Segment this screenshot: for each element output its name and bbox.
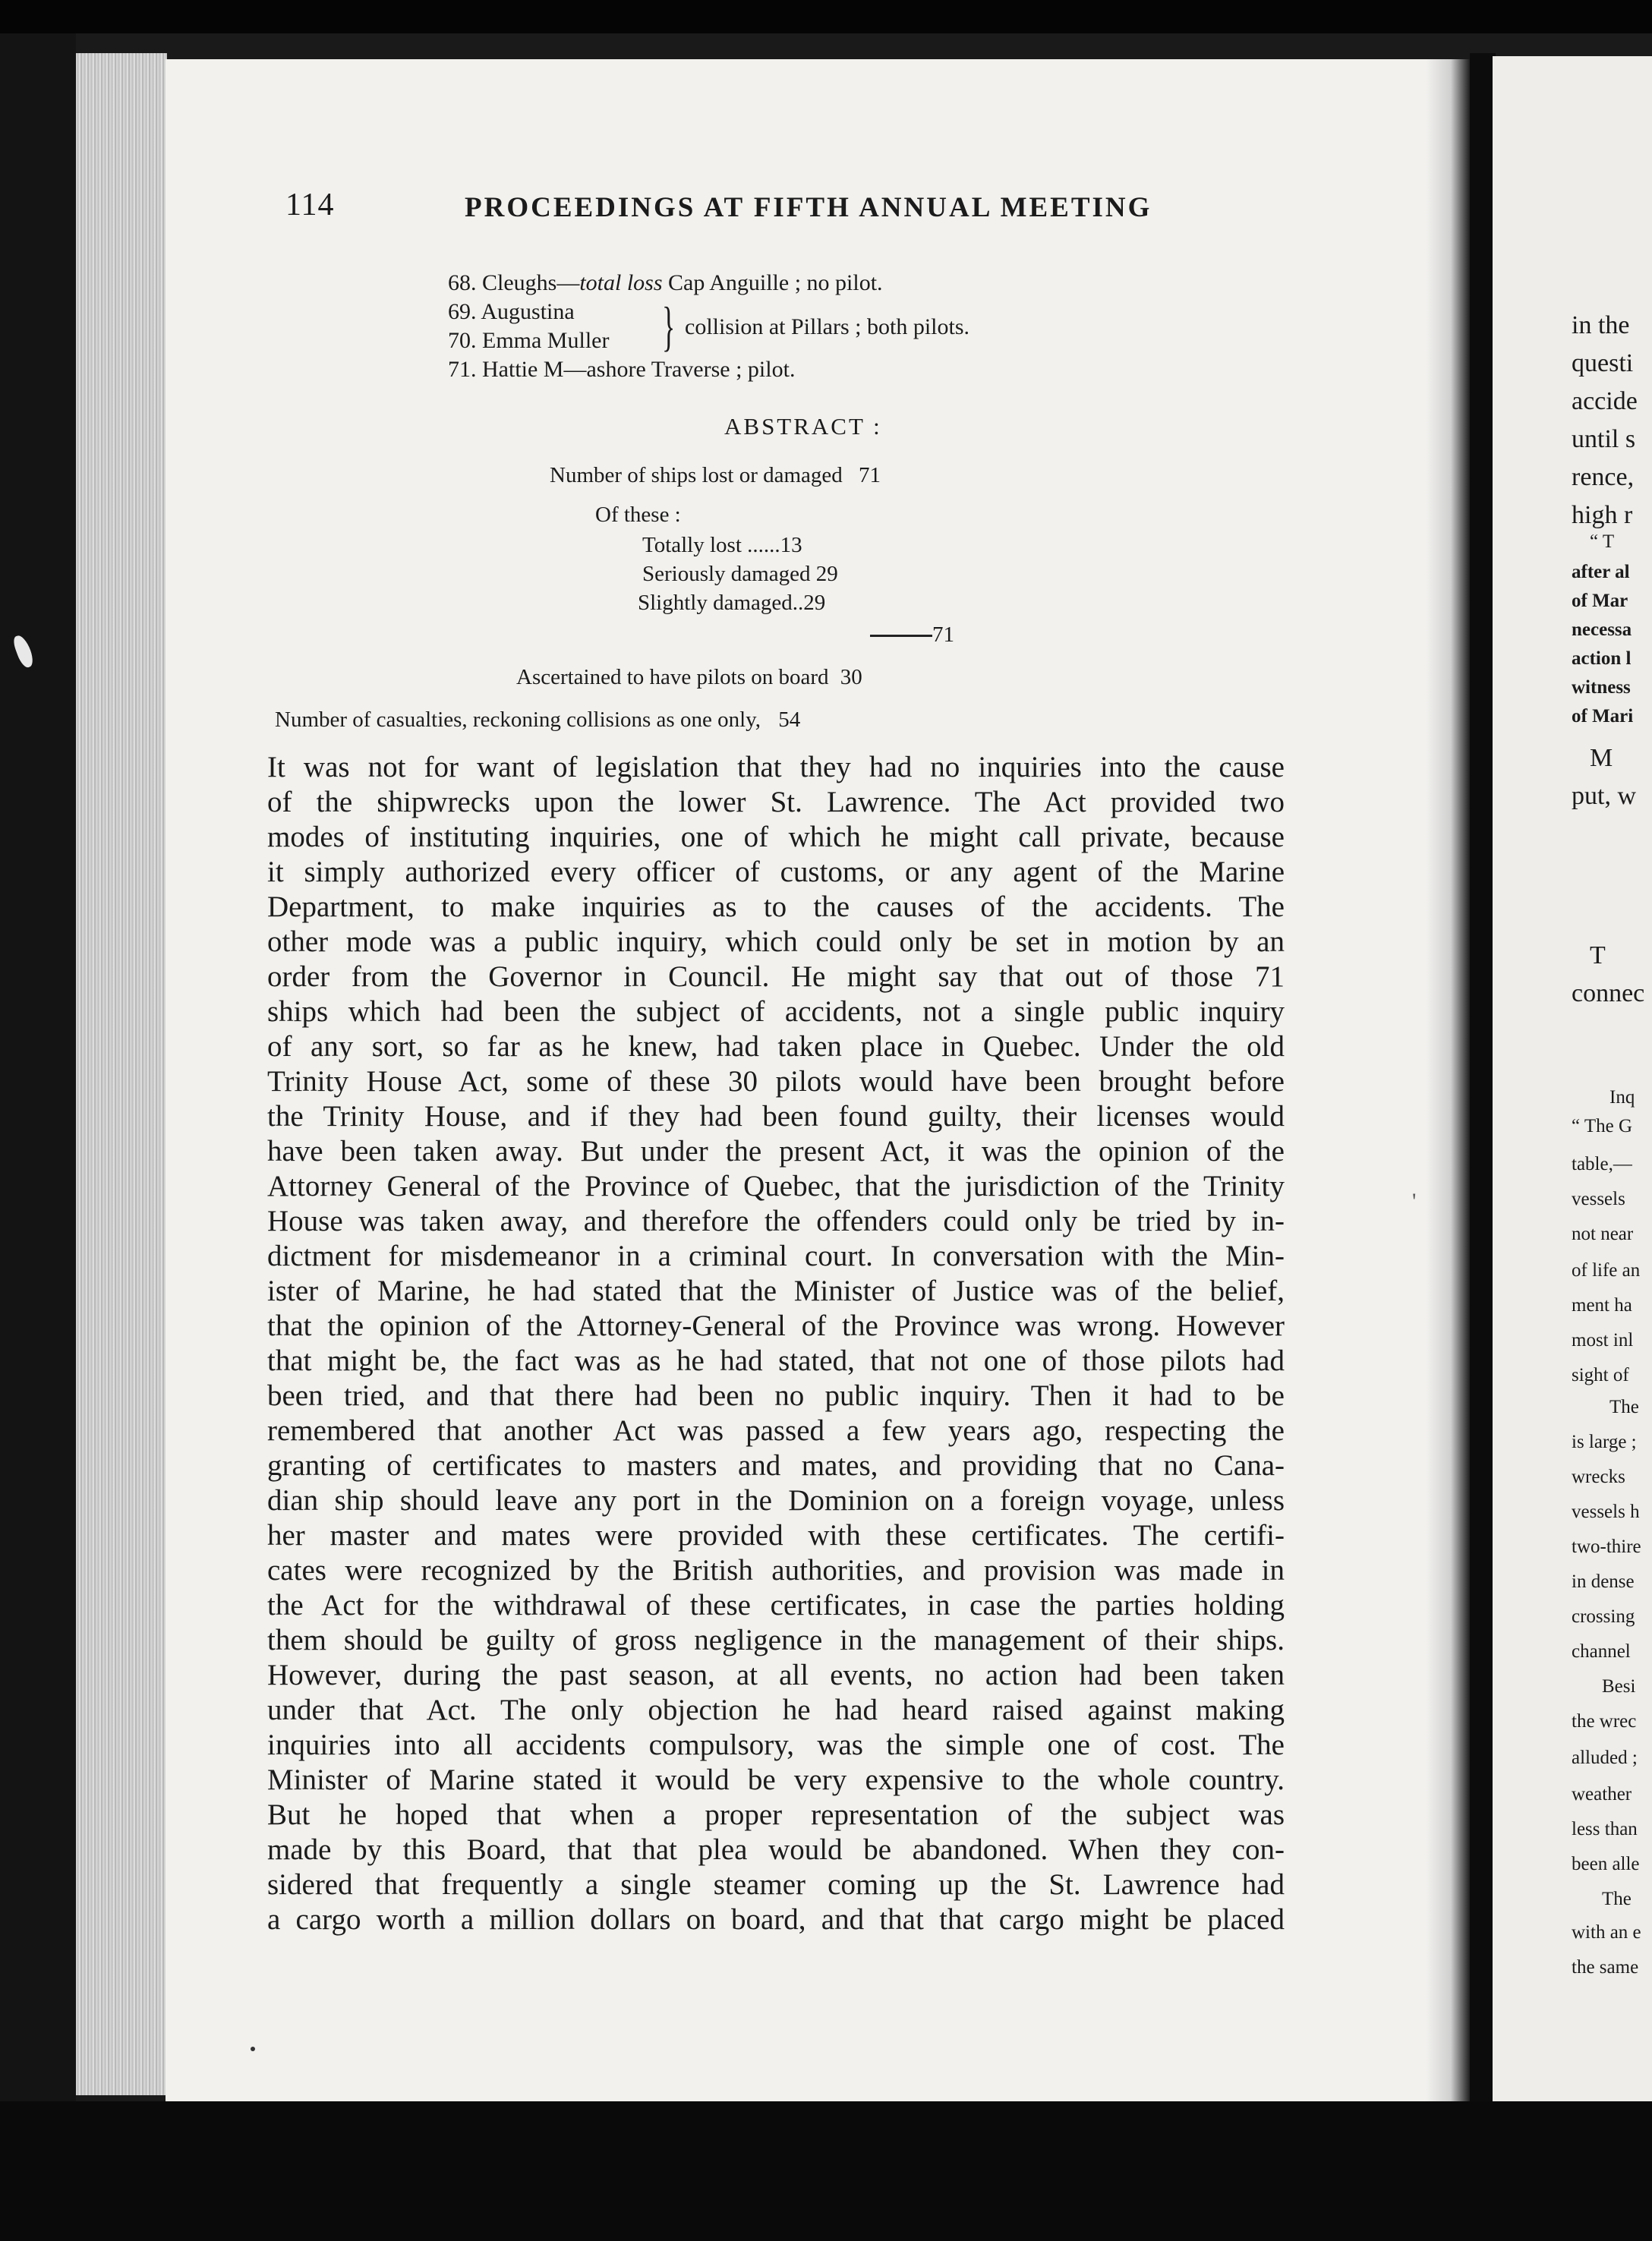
abstract-label: Ascertained to have pilots on board: [516, 665, 829, 689]
scan-left-border: [0, 33, 76, 2241]
right-page-fragment: is large ;: [1572, 1432, 1637, 1452]
right-page-fragment: T: [1590, 941, 1606, 969]
body-text-line: the Trinity House, and if they had been found guilty, their licenses would: [267, 1100, 1285, 1133]
body-text-line: have been taken away. But under the present Act, it was the opinion of the: [267, 1135, 1285, 1168]
body-text-line: remembered that another Act was passed a few years ago, respecting the: [267, 1414, 1285, 1447]
body-paragraph: [267, 750, 1285, 1937]
body-text-line: that the opinion of the Attorney-General of the Province was wrong. However: [267, 1310, 1285, 1342]
abstract-casualties-row: [275, 708, 800, 733]
list-item-number: 70.: [448, 328, 477, 353]
list-item-text: Cap Anguille ; no pilot.: [662, 270, 883, 295]
casualty-list: [448, 269, 969, 384]
right-page-fragment: vessels: [1572, 1189, 1625, 1209]
body-text-line: It was not for want of legislation that they had no inquiries into the cause: [267, 751, 1285, 783]
list-item-number: 68.: [448, 270, 477, 295]
abstract-value: 30: [840, 665, 862, 689]
body-text-line: dictment for misdemeanor in a criminal court. In conversation with the Min-: [267, 1240, 1285, 1272]
abstract-label: Number of ships lost or damaged: [550, 463, 843, 487]
right-page-fragment: in the: [1572, 311, 1630, 339]
braced-shared-text: collision at Pillars ; both pilots.: [685, 314, 969, 339]
right-page-fragment: necessa: [1572, 619, 1632, 640]
list-item-number: 71.: [448, 357, 477, 382]
scan-top-border: [0, 0, 1652, 33]
right-page-fragment: sight of: [1572, 1365, 1629, 1385]
body-text-line: her master and mates were provided with these certificates. The certifi-: [267, 1519, 1285, 1552]
right-page-fragment: been alle: [1572, 1854, 1640, 1874]
body-text-line: dian ship should leave any port in the Dominion on a foreign voyage, unless: [267, 1484, 1285, 1517]
right-page-fragment: table,—: [1572, 1154, 1632, 1174]
abstract-heading: ABSTRACT :: [724, 413, 882, 440]
list-item: [448, 298, 575, 326]
right-page-fragment: The: [1602, 1889, 1632, 1909]
abstract-item-row: [642, 533, 802, 558]
right-page-fragment: wrecks: [1572, 1467, 1625, 1487]
right-page-fragment: M: [1590, 744, 1613, 772]
body-text-line: granting of certificates to masters and mates, and providing that no Cana-: [267, 1449, 1285, 1482]
abstract-label: Slightly damaged..: [638, 591, 804, 615]
scan-bottom-border: [0, 2101, 1652, 2241]
abstract-value: 29: [815, 562, 838, 586]
right-page-fragment: Inq: [1609, 1087, 1635, 1108]
list-item-text: Emma Muller: [482, 328, 610, 353]
abstract-value: 54: [778, 708, 801, 732]
right-page-fragment: less than: [1572, 1819, 1638, 1839]
body-text-line: cates were recognized by the British authorities, and provision was made in: [267, 1554, 1285, 1587]
body-text-line: the Act for the withdrawal of these certificates, in case the parties holding: [267, 1589, 1285, 1622]
right-page-fragment: after al: [1572, 562, 1630, 582]
right-page-fragment: of life an: [1572, 1260, 1641, 1281]
right-page-fragment: connec: [1572, 979, 1645, 1007]
body-text-line: of any sort, so far as he knew, had taken place in Quebec. Under the old: [267, 1030, 1285, 1063]
body-text-line: ships which had been the subject of accidents, not a single public inquiry: [267, 995, 1285, 1028]
right-page-fragment: action l: [1572, 648, 1632, 669]
list-item-text: Cleughs—: [482, 270, 580, 295]
running-head-title: PROCEEDINGS AT FIFTH ANNUAL MEETING: [465, 192, 1152, 223]
body-text-line: Attorney General of the Province of Quebec, that the jurisdiction of the Trinity: [267, 1170, 1285, 1202]
list-item: [448, 269, 883, 298]
right-page-fragment: until s: [1572, 425, 1636, 453]
list-item-text: Hattie M—ashore Traverse ; pilot.: [482, 357, 796, 382]
right-page-fragment: of Mar: [1572, 591, 1628, 611]
right-page-fragment: most inl: [1572, 1330, 1634, 1351]
right-page-fragment: with an e: [1572, 1922, 1641, 1943]
body-text-line: of the shipwrecks upon the lower St. Lawrence. The Act provided two: [267, 786, 1285, 818]
right-page-fragment: high r: [1572, 501, 1633, 529]
stray-tick-mark: ': [1412, 1189, 1417, 1214]
abstract-sum: 71: [932, 622, 954, 647]
body-text-line: But he hoped that when a proper representation of the subject was: [267, 1798, 1285, 1831]
list-item-text: Augustina: [481, 299, 575, 324]
abstract-value: 13: [780, 533, 802, 557]
right-page-fragment: vessels h: [1572, 1502, 1640, 1522]
body-text-line: a cargo worth a million dollars on board, and that that cargo might be placed: [267, 1903, 1285, 1936]
abstract-pilots-row: [516, 665, 862, 690]
abstract-label: Seriously damaged: [642, 562, 811, 586]
right-page-fragment: not near: [1572, 1224, 1634, 1244]
right-page-fragment: two-thire: [1572, 1537, 1641, 1557]
body-text-line: modes of instituting inquiries, one of which he might call private, because: [267, 821, 1285, 853]
body-text-line: House was taken away, and therefore the offenders could only be tried by in-: [267, 1205, 1285, 1237]
right-page-fragment: of Mari: [1572, 706, 1634, 727]
body-text-line: Minister of Marine stated it would be very expensive to the whole country.: [267, 1763, 1285, 1796]
abstract-item-row: [638, 591, 825, 616]
body-text-line: sidered that frequently a single steamer coming up the St. Lawrence had: [267, 1868, 1285, 1901]
body-text-line: Department, to make inquiries as to the causes of the accidents. The: [267, 890, 1285, 923]
body-text-line: that might be, the fact was as he had stated, that not one of those pilots had: [267, 1344, 1285, 1377]
body-text-line: inquiries into all accidents compulsory, was the simple one of cost. The: [267, 1729, 1285, 1761]
right-page-fragment: questi: [1572, 349, 1634, 377]
list-item: [448, 355, 883, 384]
page-number: 114: [285, 188, 335, 222]
right-page-fragment: the wrec: [1572, 1711, 1637, 1732]
abstract-item-row: [642, 562, 838, 587]
right-page-fragment: the same: [1572, 1957, 1639, 1978]
right-page-fragment: crossing: [1572, 1606, 1635, 1627]
body-text-line: other mode was a public inquiry, which could only be set in motion by an: [267, 925, 1285, 958]
right-page-fragment: accide: [1572, 387, 1638, 415]
body-text-line: made by this Board, that that plea would be abandoned. When they con-: [267, 1833, 1285, 1866]
right-page-fragment: “ The G: [1572, 1116, 1633, 1136]
list-item: [448, 326, 609, 355]
abstract-label: Totally lost ......: [642, 533, 780, 557]
right-page-fragment: Besi: [1602, 1676, 1636, 1697]
body-text-line: been tried, and that there had been no public inquiry. Then it had to be: [267, 1379, 1285, 1412]
right-page-fragment: weather: [1572, 1784, 1632, 1804]
right-page-fragment: rence,: [1572, 463, 1635, 491]
body-text-line: However, during the past season, at all events, no action had been taken: [267, 1659, 1285, 1691]
braced-list-group: [448, 296, 969, 357]
book-spine: [1470, 53, 1496, 2241]
right-page-fragment: witness: [1572, 677, 1631, 698]
body-text-line: order from the Governor in Council. He might say that out of those 71: [267, 960, 1285, 993]
abstract-label: Number of casualties, reckoning collisions as one only,: [275, 708, 761, 732]
abstract-total-row: [550, 463, 881, 488]
body-text-line: Trinity House Act, some of these 30 pilots would have been brought before: [267, 1065, 1285, 1098]
list-item-italic: total loss: [579, 270, 663, 295]
body-text-line: it simply authorized every officer of customs, or any agent of the Marine: [267, 856, 1285, 888]
stray-mark: [251, 2047, 255, 2051]
abstract-subheading: Of these :: [595, 503, 681, 527]
body-text-line: ister of Marine, he had stated that the Minister of Justice was of the belief,: [267, 1275, 1285, 1307]
body-text-line: under that Act. The only objection he had heard raised against making: [267, 1694, 1285, 1726]
right-page-fragment: put, w: [1572, 782, 1636, 810]
body-text-line: them should be guilty of gross negligence in the management of their ships.: [267, 1624, 1285, 1656]
right-page-fragment: alluded ;: [1572, 1748, 1638, 1768]
right-page-fragment: ment ha: [1572, 1295, 1632, 1316]
page-edges: [76, 53, 167, 2095]
list-item-number: 69.: [448, 299, 477, 324]
right-page-fragment: “ T: [1590, 531, 1615, 552]
right-page-fragment: The: [1609, 1397, 1639, 1417]
right-page-fragment: in dense: [1572, 1571, 1635, 1592]
page-gutter: [1426, 59, 1471, 2101]
abstract-value: 71: [859, 463, 881, 487]
abstract-value: 29: [803, 591, 826, 615]
right-brace-icon: }: [662, 296, 676, 357]
sum-rule: [870, 635, 932, 637]
right-page-fragment: channel: [1572, 1641, 1631, 1662]
